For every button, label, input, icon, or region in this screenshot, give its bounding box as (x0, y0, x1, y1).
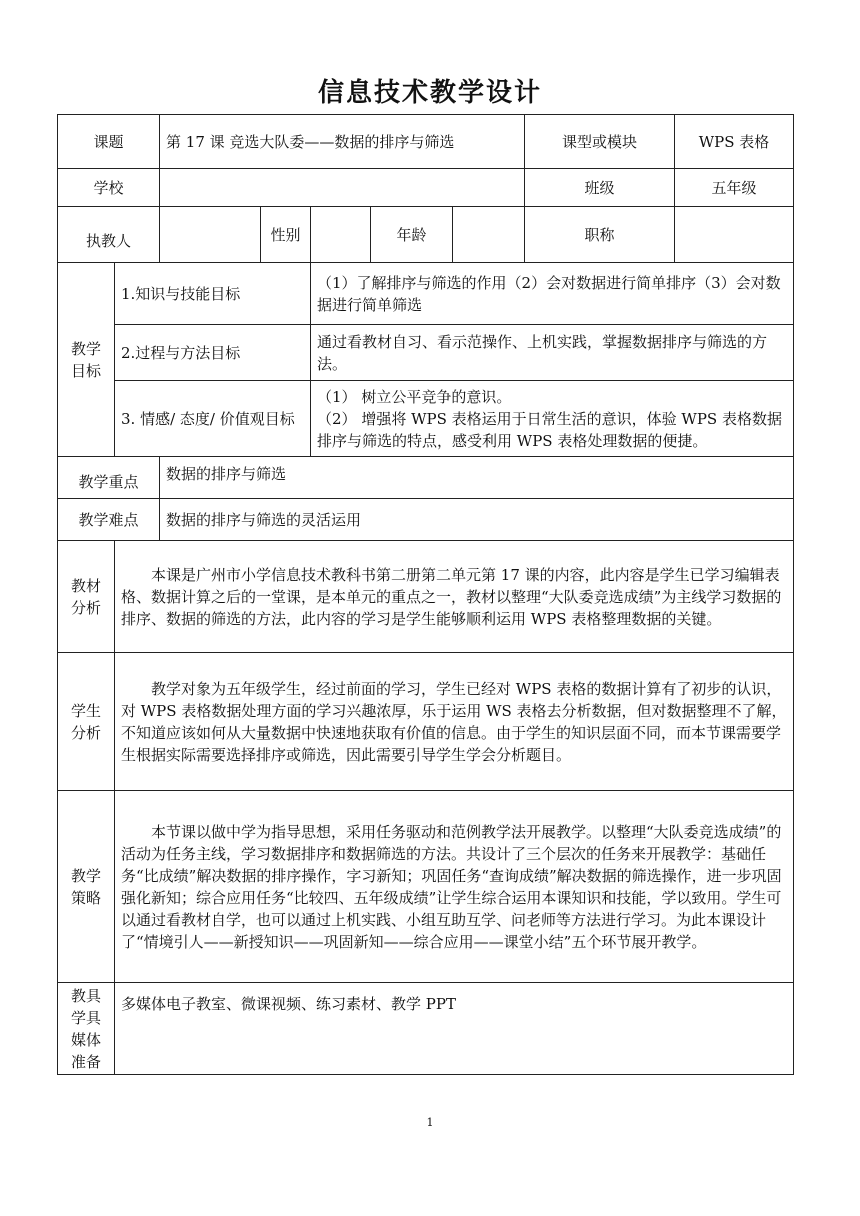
type-label: 课型或模块 (525, 115, 675, 169)
gender-value (311, 207, 371, 263)
page-number: 1 (426, 1116, 434, 1129)
goal-2-name: 2.过程与方法目标 (115, 325, 311, 381)
strategy-label: 教学策略 (58, 791, 115, 983)
type-value: WPS 表格 (675, 115, 794, 169)
gender-label: 性别 (261, 207, 311, 263)
school-label: 学校 (58, 169, 160, 207)
class-label: 班级 (525, 169, 675, 207)
material-label: 教材分析 (58, 541, 115, 653)
key-point-text: 数据的排序与筛选 (160, 457, 794, 499)
row-goal-1 (58, 263, 794, 325)
teacher-value (160, 207, 261, 263)
goal-2-text: 通过看教材自习、看示范操作、上机实践，掌握数据排序与筛选的方法。 (311, 325, 794, 381)
job-title-value (675, 207, 794, 263)
class-value: 五年级 (675, 169, 794, 207)
row-difficulty (58, 499, 794, 541)
row-school (58, 169, 794, 207)
goal-3-text-line1: （1） 树立公平竞争的意识。 (317, 387, 512, 406)
topic-value: 第 17 课 竞选大队委——数据的排序与筛选 (160, 115, 525, 169)
strategy-text: 本节课以做中学为指导思想，采用任务驱动和范例教学法开展教学。以整理“大队委竞选成绩”的活动为任务主线，学习数据排序和数据筛选的方法。共设计了三个层次的任务来开展教学：基础任务“比成绩”解决数据的排序操作，字习新知；巩固任务“查询成绩”解决数据的筛选操作，进一步巩固强化新知；综合应用任务“比较四、五年级成绩”让学生综合运用本课知识和技能，学以致用。学生可以通过看教材自学，也可以通过上机实践、小组互助互学、问老师等方法进行学习。为此本课设计了“情境引人——新授知识——巩固新知——综合应用——课堂小结”五个环节展开教学。 (115, 791, 794, 983)
row-strategy (58, 791, 794, 983)
row-topic (58, 115, 794, 169)
teacher-label: 执教人 (58, 207, 160, 263)
row-goal-3 (58, 381, 794, 457)
row-key-point (58, 457, 794, 499)
students-label: 学生分析 (58, 653, 115, 791)
material-text: 本课是广州市小学信息技术教科书第二册第二单元第 17 课的内容，此内容是学生已学习编辑表格、数据计算之后的一堂课，是本单元的重点之一，教材以整理“大队委竞选成绩”为主线学习数据的排序、数据的筛选的方法，此内容的学习是学生能够顺利运用 WPS 表格整理数据的关键。 (115, 541, 794, 653)
school-value (160, 169, 525, 207)
students-text: 教学对象为五年级学生，经过前面的学习，学生已经对 WPS 表格的数据计算有了初步的认识，对 WPS 表格数据处理方面的学习兴趣浓厚，乐于运用 WS 表格去分析数据，但对数据整理不了解，不知道应该如何从大量数据中快速地获取有价值的信息。由于学生的知识层面不同，而本节课需要学生根据实际需要选择排序或筛选，因此需要引导学生学会分析题目。 (115, 653, 794, 791)
document-title: 信息技术教学设计 (317, 78, 542, 108)
goal-1-text: （1）了解排序与筛选的作用（2）会对数据进行简单排序（3）会对数据进行简单筛选 (311, 263, 794, 325)
topic-label: 课题 (58, 115, 160, 169)
goals-label: 教学目标 (58, 263, 115, 457)
row-goal-2 (58, 325, 794, 381)
age-label: 年龄 (371, 207, 453, 263)
difficulty-label: 教学难点 (58, 499, 160, 541)
goal-3-name: 3. 情感/ 态度/ 价值观目标 (115, 381, 311, 457)
tools-text: 多媒体电子教室、微课视频、练习素材、教学 PPT (115, 983, 794, 1075)
goal-1-name: 1.知识与技能目标 (115, 263, 311, 325)
age-value (453, 207, 525, 263)
key-point-label: 教学重点 (58, 457, 160, 499)
row-tools (58, 983, 794, 1075)
row-students (58, 653, 794, 791)
tools-label: 教具学具媒体准备 (58, 983, 115, 1075)
goal-3-text-line2: （2） 增强将 WPS 表格运用于日常生活的意识，体验 WPS 表格数据排序与筛选的特点，感受利用 WPS 表格处理数据的便捷。 (317, 409, 782, 450)
row-material (58, 541, 794, 653)
difficulty-text: 数据的排序与筛选的灵活运用 (160, 499, 794, 541)
job-title-label: 职称 (525, 207, 675, 263)
goal-3-text (311, 381, 794, 457)
row-teacher (58, 207, 794, 263)
lesson-plan-table (57, 114, 794, 1075)
